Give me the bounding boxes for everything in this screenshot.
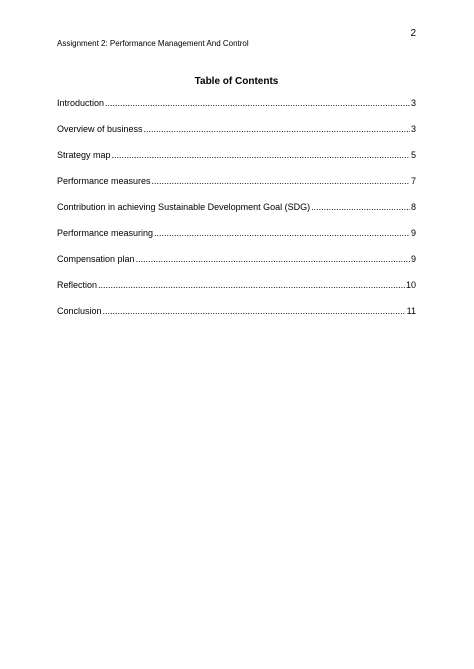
toc-entry-overview-of-business[interactable] <box>57 123 416 149</box>
toc-dot-leader <box>103 305 406 317</box>
toc-entry-label: Performance measuring <box>57 228 154 238</box>
toc-list <box>57 97 416 331</box>
toc-entry-performance-measuring[interactable] <box>57 227 416 253</box>
toc-entry-reflection[interactable] <box>57 279 416 305</box>
toc-entry-label: Compensation plan <box>57 254 135 264</box>
toc-entry-page: 8 <box>410 202 416 212</box>
toc-entry-label: Contribution in achieving Sustainable Development Goal (SDG) <box>57 202 311 212</box>
toc-dot-leader <box>112 149 410 161</box>
toc-dot-leader <box>98 279 405 291</box>
page-number: 2 <box>410 28 416 39</box>
toc-dot-leader <box>311 201 410 213</box>
toc-entry-conclusion[interactable] <box>57 305 416 331</box>
toc-entry-sdg-contribution[interactable] <box>57 201 416 227</box>
toc-entry-page: 9 <box>410 228 416 238</box>
toc-dot-leader <box>144 123 410 135</box>
toc-entry-label: Overview of business <box>57 124 143 134</box>
running-header: Assignment 2: Performance Management And Control <box>57 39 249 48</box>
toc-entry-label: Strategy map <box>57 150 111 160</box>
toc-entry-compensation-plan[interactable] <box>57 253 416 279</box>
toc-dot-leader <box>152 175 410 187</box>
toc-dot-leader <box>154 227 410 239</box>
toc-entry-page: 11 <box>406 306 416 316</box>
toc-entry-page: 5 <box>410 150 416 160</box>
toc-dot-leader <box>105 97 410 109</box>
toc-entry-label: Conclusion <box>57 306 102 316</box>
toc-entry-strategy-map[interactable] <box>57 149 416 175</box>
toc-entry-page: 9 <box>410 254 416 264</box>
toc-entry-label: Reflection <box>57 280 98 290</box>
toc-entry-page: 3 <box>410 124 416 134</box>
toc-entry-label: Performance measures <box>57 176 151 186</box>
toc-entry-introduction[interactable] <box>57 97 416 123</box>
toc-entry-page: 7 <box>410 176 416 186</box>
toc-entry-label: Introduction <box>57 98 105 108</box>
toc-entry-page: 10 <box>405 280 416 290</box>
toc-entry-page: 3 <box>410 98 416 108</box>
toc-dot-leader <box>136 253 410 265</box>
toc-title: Table of Contents <box>194 76 279 87</box>
toc-entry-performance-measures[interactable] <box>57 175 416 201</box>
